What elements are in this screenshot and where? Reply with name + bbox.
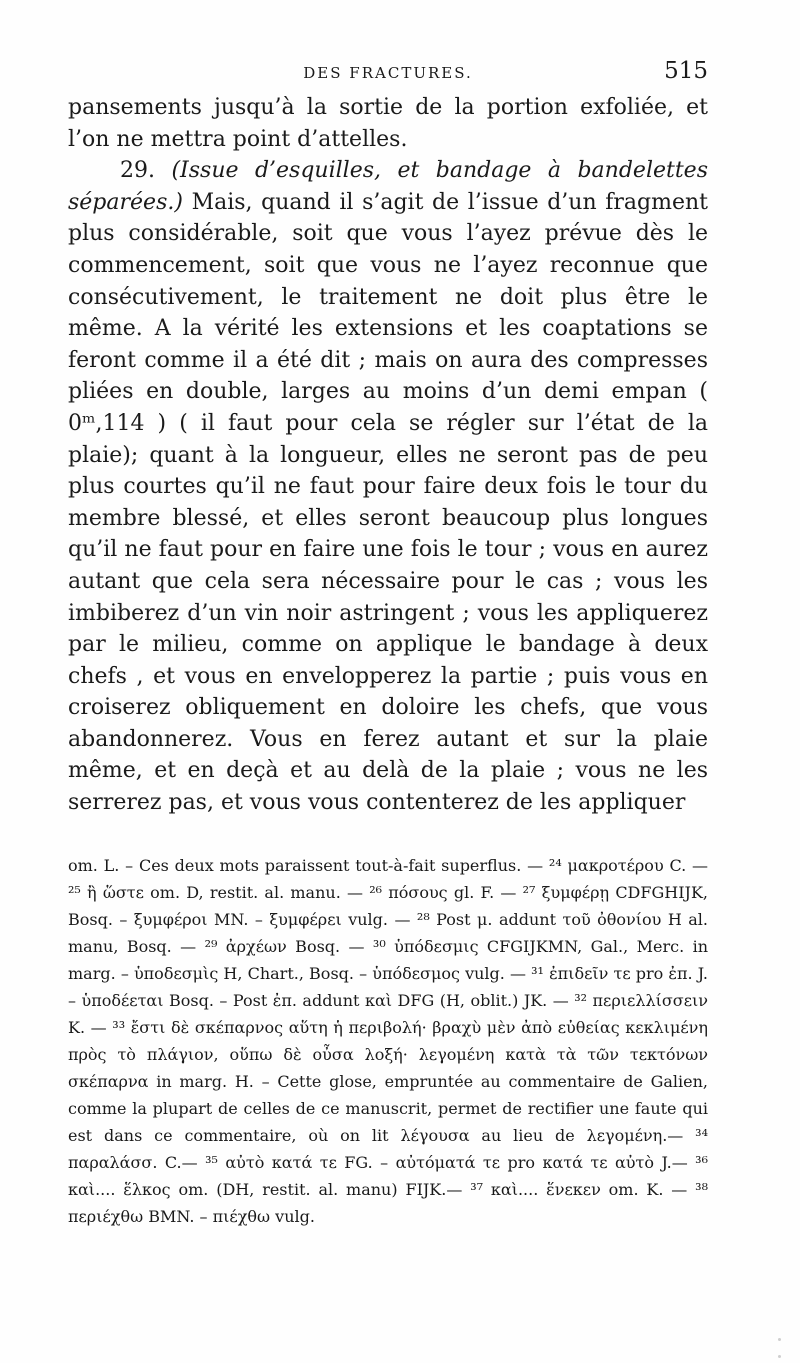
page-number: 515 — [664, 58, 708, 84]
footnote-text: om. L. – Ces deux mots paraissent tout-à-fait superflus. — ²⁴ μακροτέρου C. — ²⁵ ἢ ὥστε om. D, restit. al. manu. — ²⁶ πόσους gl. F. — ²⁷ ξυμφέρῃ CDFGHIJK, Bosq. – ξυμφέροι MN. – ξυμφέρει vulg. — ²⁸ Post μ. addunt τοῦ ὀθονίου H al. manu, Bosq. — ²⁹ ἀρχέων Bosq. — ³⁰ ὑπόδεσμις CFGIJKMN, Gal., Merc. in marg. – ὑποδεσμὶς H, Chart., Bosq. – ὑπόδεσμος vulg. — ³¹ ἐπιδεῖν τε pro ἐπ. J. – ὑποδέεται Bosq. – Post ἐπ. addunt καὶ DFG (H, oblit.) JK. — ³² περιελλίσσειν K. — ³³ ἔστι δὲ σκέπαρνος αὕτη ἡ περιβολή· βραχὺ μὲν ἀπὸ εὐθείας κεκλιμένη πρὸς τὸ πλάγιον, οὕπω δὲ οὖσα λοξή· λεγομένη κατὰ τὰ τῶν τεκτόνων σκέπαρνα in marg. H. – Cette glose, empruntée au commentaire de Galien, comme la plupart de celles de ce manuscrit, permet de rectifier une faute qui est dans ce commentaire, où on lit λέγουσα au lieu de λεγομένη.— ³⁴ παραλάσσ. C.— ³⁵ αὐτὸ κατά τε FG. – αὐτόματά τε pro κατά τε αὐτὸ J.— ³⁶ καὶ.... ἕλκος om. (DH, restit. al. manu) FIJK.— ³⁷ καὶ.... ἕνεκεν om. K. — ³⁸ περιέχθω BMN. – πιέχθω vulg. — [68, 856, 708, 1226]
footnotes — [68, 852, 708, 1230]
main-text — [68, 92, 708, 819]
section-number: 29. — [120, 158, 155, 184]
paper-speck — [778, 1338, 781, 1341]
paper-speck — [778, 1355, 781, 1358]
section-title: (Issue d’esquilles, et bandage à bandelettes séparées.) — [68, 158, 708, 215]
running-title: DES FRACTURES. — [303, 64, 473, 82]
running-head — [68, 58, 708, 88]
section-paragraph — [68, 155, 708, 818]
continuation-paragraph: pansements jusqu’à la sortie de la portion exfoliée, et l’on ne mettra point d’attelles. — [68, 95, 708, 152]
section-text: Mais, quand il s’agit de l’issue d’un fragment plus considérable, soit que vous l’ayez prévue dès le commencement, soit que vous ne l’ayez reconnue que consécutivement, le traitement ne doit plus être le même. A la vérité les extensions et les coaptations se feront comme il a été dit ; mais on aura des compresses pliées en double, larges au moins d’un demi empan ( 0ᵐ,114 ) ( il faut pour cela se régler sur l’état de la plaie); quant à la longueur, elles ne seront pas de peu plus courtes qu’il ne faut pour faire deux fois le tour du membre blessé, et elles seront beaucoup plus longues qu’il ne faut pour en faire une fois le tour ; vous en aurez autant que cela sera nécessaire pour le cas ; vous les imbiberez d’un vin noir astringent ; vous les appliquerez par le milieu, comme on applique le bandage à deux chefs , et vous en envelopperez la partie ; puis vous en croiserez obliquement en doloire les chefs, que vous abandonnerez. Vous en ferez autant et sur la plaie même, et en deçà et au delà de la plaie ; vous ne les serrerez pas, et vous vous contenterez de les appliquer — [68, 189, 708, 816]
